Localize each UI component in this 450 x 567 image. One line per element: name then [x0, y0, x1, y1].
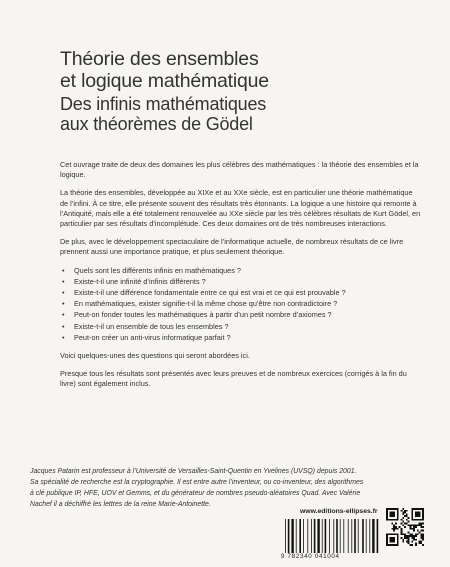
author-bio: Jacques Patarin est professeur à l’Université de Versailles-Saint-Quentin en Yvelines (UVSQ) depuis 2001. Sa spécialité de recherche est la cryptographie. Il est entre autre l’inventeur, ou co-inventeur, des algorithmes à clé publique IP, HFE, UOV et Gemms, et du générateur de nombres pseudo-aléatoires Quad. Avec Valérie Nachef il a déchiffré les lettres de la reine Marie-Antoinette.	[30, 468, 364, 508]
qr-code-icon	[386, 508, 424, 546]
list-item: • Peut-on créer un anti-virus informatique parfait ?	[74, 333, 422, 343]
list-item: • Existe-t-il une différence fondamentale entre ce qui est vrai et ce qui est prouvable ?	[74, 288, 422, 298]
book-title	[60, 48, 420, 92]
list-item: • Existe-t-il un ensemble de tous les ensembles ?	[74, 322, 422, 332]
list-item: • Peut-on fonder toutes les mathématiques à partir d’un petit nombre d’axiomes ?	[74, 310, 422, 320]
barcode-digits: 9 782340 041004	[281, 553, 340, 560]
proofs-paragraph: Presque tous les résultats sont présentés avec leurs preuves et de nombreux exercices (corrigés à la fin du livre) sont également inclus.	[60, 369, 407, 389]
list-item: • Existe-t-il une infinité d’infinis différents ?	[74, 277, 422, 287]
title-line-1: Théorie des ensembles	[60, 48, 259, 70]
subtitle-line-1: Des infinis mathématiques	[60, 94, 267, 114]
publisher-url[interactable]: www.editions-ellipses.fr	[300, 508, 378, 515]
intro-paragraph: Cet ouvrage traite de deux des domaines les plus célèbres des mathématiques : la théorie des ensembles et la logique.	[60, 160, 419, 180]
questions-outro-paragraph: Voici quelques-unes des questions qui seront abordées ici.	[60, 351, 250, 361]
informatics-paragraph: De plus, avec le développement spectaculaire de l’informatique actuelle, de nombreux résultats de ce livre prennent aussi une importance pratique, et plus seulement théorique.	[60, 237, 404, 257]
subtitle-line-2: aux théorèmes de Gödel	[60, 114, 253, 134]
barcode-icon	[283, 519, 383, 553]
title-line-2: et logique mathématique	[60, 70, 269, 92]
book-subtitle	[60, 94, 420, 134]
questions-list	[60, 266, 422, 343]
set-theory-paragraph: La théorie des ensembles, développée au XIXe et au XXe siècle, est en particulier une théorie mathématique de l’infini. À ce titre, elle présente souvent des résultats très étonnants. La logique a une histoire qui remonte à l’Antiquité, mais elle a été totalement renouvelée au XXe siècle par les très célèbres résultats de Kurt Gödel, en particulier par ses résultats d’incomplétude. Ces deux domaines ont de très nombreuses interactions.	[60, 188, 421, 229]
back-cover-text	[60, 160, 422, 398]
list-item: • En mathématiques, exister signifie-t-il la même chose qu’être non contradictoire ?	[74, 299, 422, 309]
list-item: • Quels sont les différents infinis en mathématiques ?	[74, 266, 422, 276]
